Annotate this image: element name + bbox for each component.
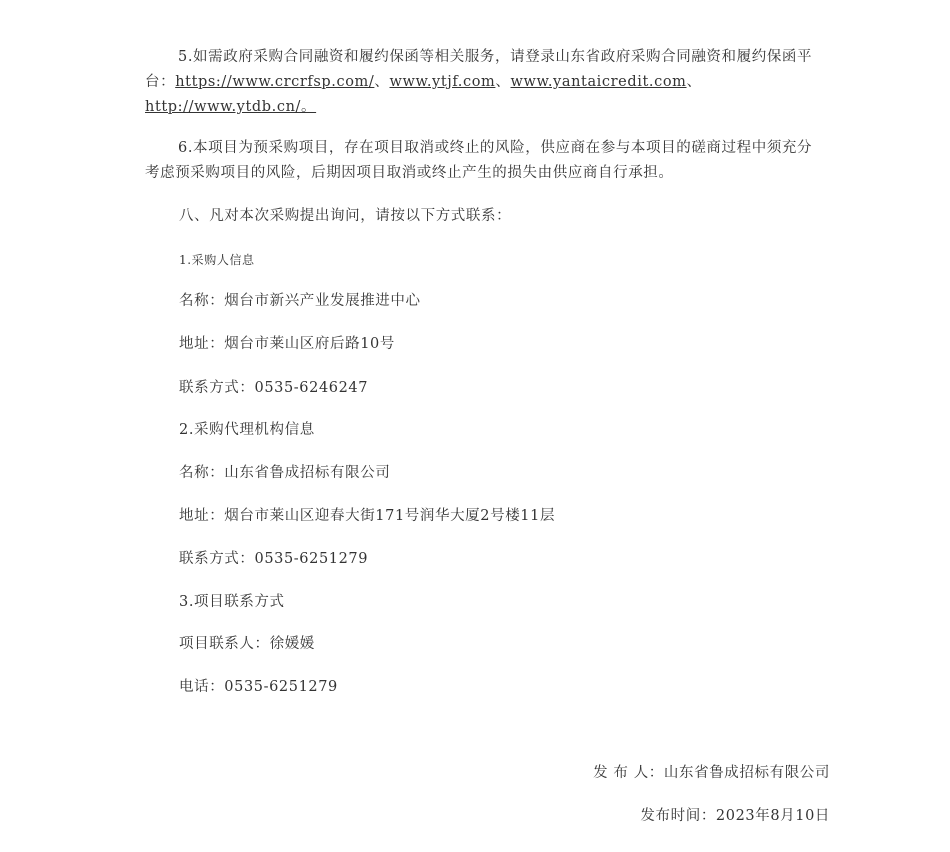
link-ytdb[interactable]: http://www.ytdb.cn/ [145, 99, 301, 115]
link-ytjf[interactable]: www.ytjf.com [389, 74, 496, 90]
section-8-heading: 八、凡对本次采购提出询问，请按以下方式联系： [179, 208, 512, 224]
publisher-line: 发 布 人：山东省鲁成招标有限公司 [593, 765, 830, 781]
agency-address: 地址：烟台市莱山区迎春大街171号润华大厦2号楼11层 [179, 508, 556, 524]
separator: 、 [495, 74, 511, 90]
separator: 、 [374, 74, 390, 90]
purchaser-contact: 联系方式：0535-6246247 [179, 380, 369, 396]
paragraph-end: 。 [301, 99, 317, 115]
agency-contact: 联系方式：0535-6251279 [179, 551, 369, 567]
project-contact-phone: 电话：0535-6251279 [179, 679, 338, 695]
agency-name: 名称：山东省鲁成招标有限公司 [179, 465, 391, 481]
link-crcrfsp[interactable]: https://www.crcrfsp.com/ [175, 74, 375, 90]
purchaser-name: 名称：烟台市新兴产业发展推进中心 [179, 293, 421, 309]
purchaser-heading: 1.采购人信息 [179, 253, 255, 267]
purchaser-address: 地址：烟台市莱山区府后路10号 [179, 336, 395, 352]
publish-date: 发布时间：2023年8月10日 [640, 808, 830, 824]
project-contact-heading: 3.项目联系方式 [179, 594, 285, 610]
item-6-paragraph: 6.本项目为预采购项目，存在项目取消或终止的风险，供应商在参与本项目的磋商过程中须充分考虑预采购项目的风险，后期因项目取消或终止产生的损失由供应商自行承担。 [145, 140, 813, 181]
item-5-text: 5.如需政府采购合同融资和履约保函等相关服务，请登录山东省政府采购合同融资和履约保函平台： [145, 49, 813, 90]
project-contact-person: 项目联系人：徐媛媛 [179, 636, 315, 652]
separator: 、 [686, 74, 702, 90]
item-5-paragraph [145, 45, 825, 120]
agency-heading: 2.采购代理机构信息 [179, 422, 315, 438]
link-yantaicredit[interactable]: www.yantaicredit.com [510, 74, 687, 90]
